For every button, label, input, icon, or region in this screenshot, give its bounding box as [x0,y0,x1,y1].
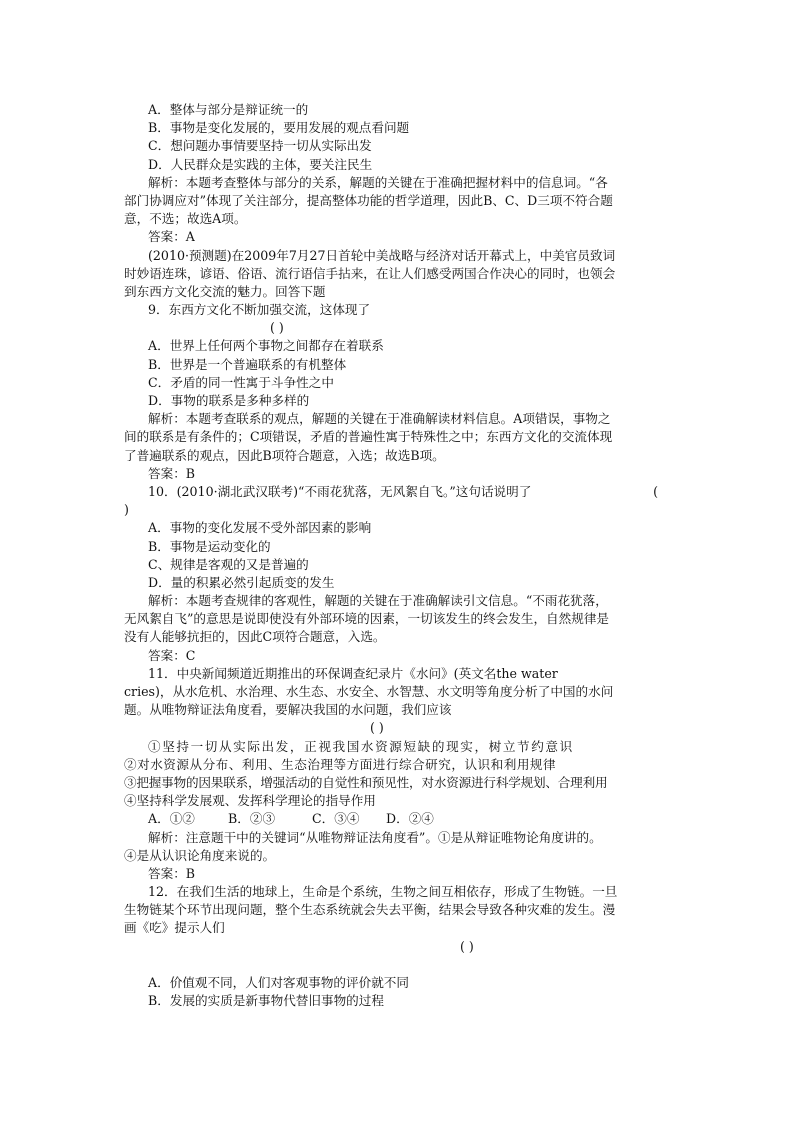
item-2: ②对水资源从分布、利用、生态治理等方面进行综合研究，认识和利用规律 [124,756,557,772]
option-c: C．矛盾的同一性寓于斗争性之中 [148,374,334,390]
analysis-line: 没有人能够抗拒的，因此C项符合题意，入选。 [124,629,386,645]
stem-line: 生物链某个环节出现问题，整个生态系统就会失去平衡，结果会导致各种灾难的发生。漫 [124,902,616,918]
q10-options [124,519,672,592]
q11-answer: 答案：B [148,865,196,881]
option-d: D．人民群众是实践的主体，要关注民生 [148,156,373,172]
q10-answer: 答案：C [148,647,196,663]
q8-analysis [124,174,672,229]
material-line: 时妙语连珠，谚语、俗语、流行语信手拈来，在让人们感受两国合作决心的同时，也领会 [124,265,616,281]
option-a: A．整体与部分是辩证统一的 [148,102,309,117]
q10-stem: 10．(2010·湖北武汉联考)“不雨花犹落，无风絮自飞。”这句话说明了 [148,483,532,499]
option-a: A．事物的变化发展不受外部因素的影响 [148,520,372,536]
analysis-line: ④是从认识论角度来说的。 [124,847,276,863]
analysis-line: 间的联系是有条件的；C项错误，矛盾的普遍性寓于特殊性之中；东西方文化的交流体现 [124,429,613,445]
choice-c: C．③④ [312,811,360,827]
option-d: D．量的积累必然引起质变的发生 [148,574,335,590]
stem-line: cries)，从水危机、水治理、水生态、水安全、水智慧、水文明等角度分析了中国的水问 [124,684,614,699]
q9-answer-paren: ( ) [270,320,284,336]
q12-options [124,974,672,1010]
choice-d: D．②④ [386,811,434,827]
q9-analysis [124,410,672,465]
item-1: ①坚持一切从实际出发，正视我国水资源短缺的现实，树立节约意识 [148,738,574,754]
q9-options [124,337,672,410]
option-d: D．事物的联系是多种多样的 [148,393,310,408]
analysis-line: 了普遍联系的观点，因此B项符合题意，入选；故选B项。 [124,447,445,463]
analysis-line: 意，不选；故选A项。 [124,211,247,227]
stem-line: 11．中央新闻频道近期推出的环保调查纪录片《水问》(英文名the water [148,665,558,681]
material-line: (2010·预测题)在2009年7月27日首轮中美战略与经济对话开幕式上，中美官员致词 [148,247,616,263]
stem-line: 12．在我们生活的地球上，生命是个系统，生物之间互相依存，形成了生物链。一旦 [148,884,618,900]
item-4: ④坚持科学发展观、发挥科学理论的指导作用 [124,793,376,809]
stem-line: 画《吃》提示人们 [124,920,225,936]
choice-b: B．②③ [228,811,276,827]
option-b: B．事物是变化发展的，要用发展的观点看问题 [148,120,410,136]
option-c: C、规律是客观的又是普遍的 [148,556,309,572]
q11-items [124,738,672,811]
q9-answer: 答案：B [148,465,196,481]
analysis-line: 解析：本题考查规律的客观性，解题的关键在于准确解读引文信息。“不雨花犹落， [148,593,608,609]
q10-paren-open: ( [653,483,658,499]
q10-analysis [124,592,672,647]
option-a: A．世界上任何两个事物之间都存在着联系 [148,338,384,354]
analysis-line: 无风絮自飞”的意思是说即使没有外部环境的因素，一切该发生的终会发生，自然规律是 [124,611,610,627]
q11-stem [124,665,672,720]
q10-stem-row [124,483,672,501]
document-page [124,101,672,1010]
option-c: C．想问题办事情要坚持一切从实际出发 [148,138,372,154]
option-b: B．发展的实质是新事物代替旧事物的过程 [148,993,384,1009]
material-paragraph [124,247,672,302]
analysis-line: 解析：注意题干中的关键词“从唯物辩证法角度看”。①是从辩证唯物论角度讲的。 [148,829,602,845]
option-b: B．事物是运动变化的 [148,538,271,554]
q11-analysis [124,829,672,865]
q12-stem [124,883,672,938]
option-b: B．世界是一个普遍联系的有机整体 [148,356,347,372]
stem-line: 题。从唯物辩证法角度看，要解决我国的水问题，我们应该 [124,702,452,718]
analysis-line: 解析：本题考查联系的观点，解题的关键在于准确解读材料信息。A项错误，事物之 [148,411,611,427]
q11-answer-paren: ( ) [370,720,384,736]
spacer [124,956,672,974]
q12-answer-paren: ( ) [460,938,474,954]
material-line: 到东西方文化交流的魅力。回答下题 [124,283,326,299]
q8-options [124,101,672,174]
analysis-line: 解析：本题考查整体与部分的关系，解题的关键在于准确把握材料中的信息词。“各 [148,174,608,190]
choice-a: A．①② [148,811,195,827]
q9-stem: 9．东西方文化不断加强交流，这体现了 [148,302,371,318]
q11-choices [124,810,672,828]
analysis-line: 部门协调应对”体现了关注部分，提高整体功能的哲学道理，因此B、C、D三项不符合题 [124,192,613,208]
q8-answer: 答案：A [148,229,195,245]
q10-paren-close: ) [124,502,129,518]
option-a: A．价值观不同，人们对客观事物的评价就不同 [148,975,409,990]
item-3: ③把握事物的因果联系，增强活动的自觉性和预见性，对水资源进行科学规划、合理利用 [124,774,608,790]
